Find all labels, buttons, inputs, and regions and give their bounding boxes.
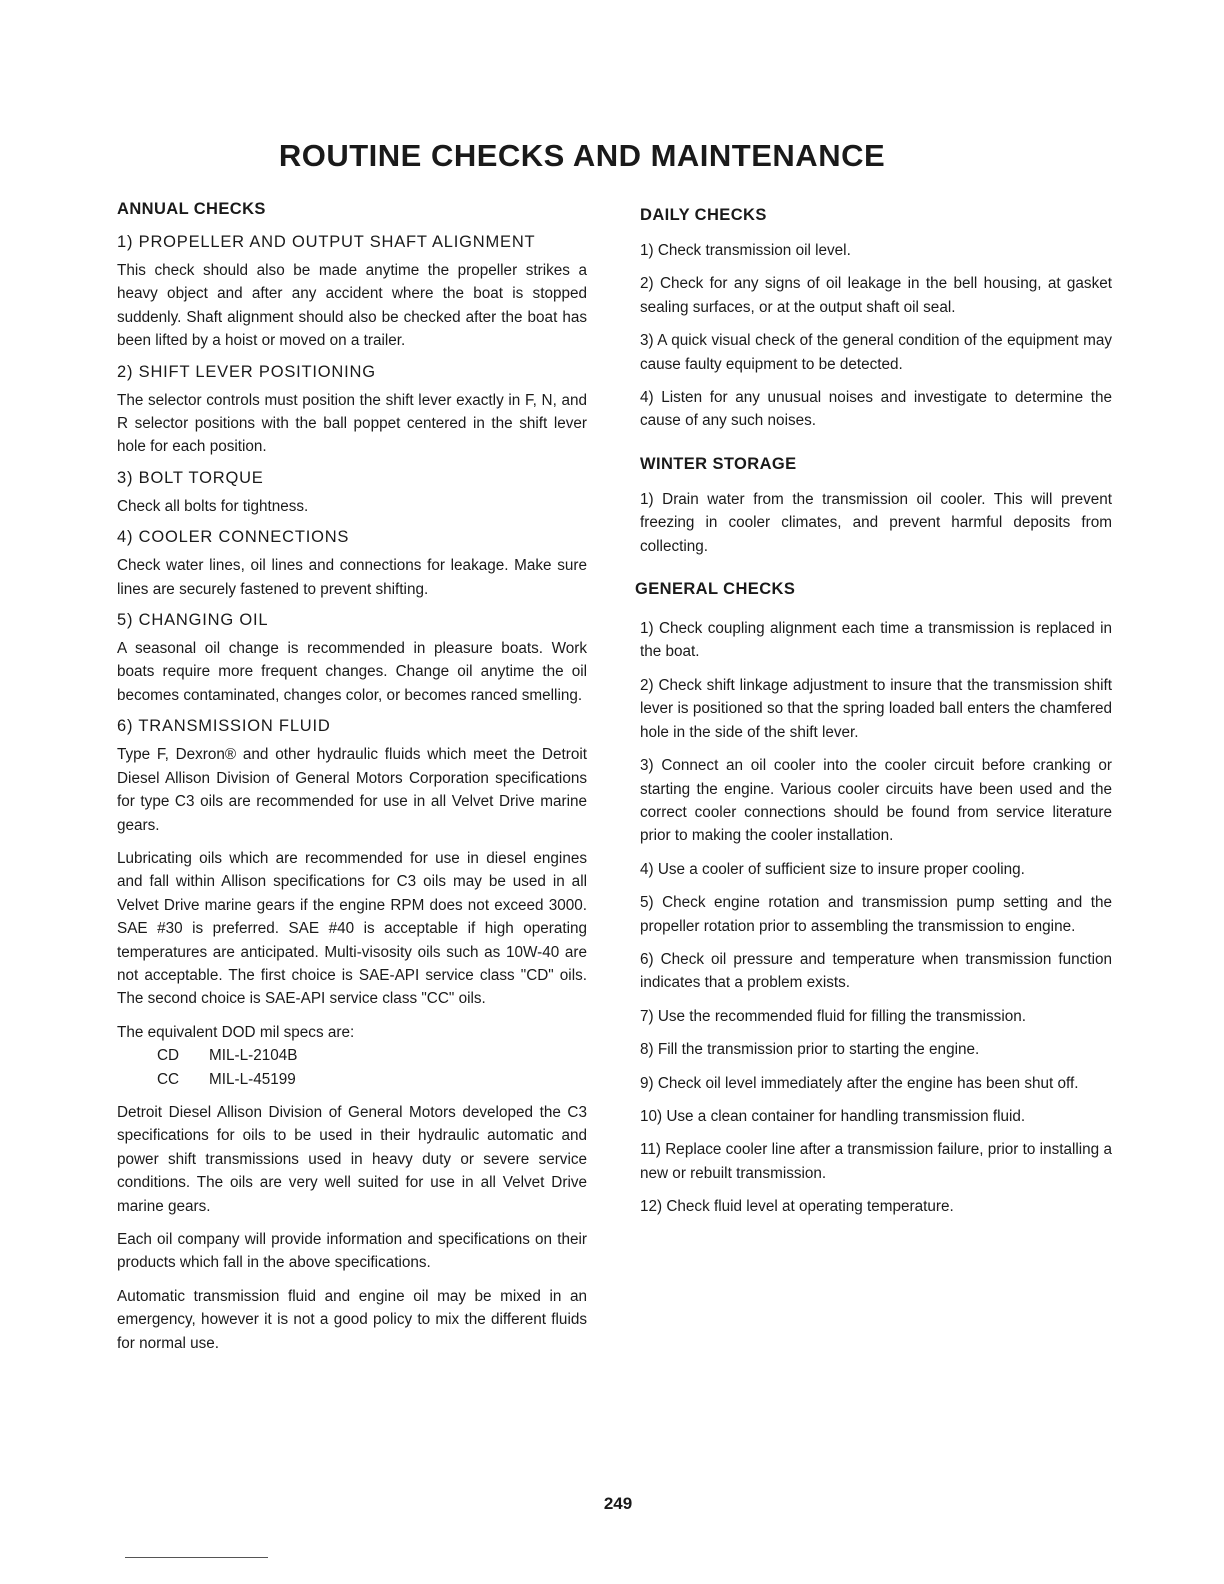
annual-checks-heading: ANNUAL CHECKS: [117, 200, 266, 218]
dod-spec-code: CD: [157, 1047, 180, 1065]
general-item: 5) Check engine rotation and transmission pump setting and the propeller rotation prior to assembling the transmission to engine.: [640, 894, 1112, 935]
general-item: 7) Use the recommended fluid for filling the transmission.: [640, 1007, 1026, 1025]
general-item: 8) Fill the transmission prior to starting the engine.: [640, 1041, 980, 1059]
dod-spec-value: MIL-L-45199: [209, 1070, 296, 1088]
left-column: [117, 200, 587, 1365]
annual-item-3-text: Check all bolts for tightness.: [117, 497, 309, 515]
daily-item: 4) Listen for any unusual noises and investigate to determine the cause of any such noises.: [640, 389, 1112, 430]
dod-spec-row: [117, 1068, 587, 1091]
scan-artifact-line: [125, 1557, 268, 1558]
general-item: 9) Check oil level immediately after the engine has been shut off.: [640, 1074, 1079, 1092]
general-item: 11) Replace cooler line after a transmission failure, prior to installing a new or rebuilt transmission.: [640, 1141, 1112, 1182]
page-title: ROUTINE CHECKS AND MAINTENANCE: [278, 138, 886, 173]
annual-item-1-text: This check should also be made anytime the propeller strikes a heavy object and after any accident where the boat is stopped suddenly. Shaft alignment should also be checked after the boat has been lifted by a hoist or moved on a trailer.: [117, 262, 587, 350]
transmission-fluid-para-2: Lubricating oils which are recommended for use in diesel engines and fall within Allison specifications for C3 oils may be used in all Velvet Drive marine gears if the engine RPM does not exceed 3000. SAE #30 is preferred. SAE #40 is acceptable if high operating temperatures are anticipated. Multi-visosity oils such as 10W-40 are not acceptable. The first choice is SAE-API service class "CD" oils. The second choice is SAE-API service class "CC" oils.: [117, 849, 587, 1008]
winter-storage-heading: WINTER STORAGE: [640, 454, 797, 473]
transmission-fluid-para-3: Detroit Diesel Allison Division of General Motors developed the C3 specifications for oils to be used in their hydraulic automatic and power shift transmissions used in heavy duty or severe service conditions. The oils are very well suited for use in all Velvet Drive marine gears.: [117, 1103, 587, 1215]
dod-spec-value: MIL-L-2104B: [209, 1047, 298, 1065]
daily-item: 3) A quick visual check of the general condition of the equipment may cause faulty equipment to be detected.: [640, 332, 1112, 373]
winter-item: 1) Drain water from the transmission oil cooler. This will prevent freezing in cooler climates, and prevent harmful deposits from collecting.: [640, 490, 1112, 555]
general-item: 3) Connect an oil cooler into the cooler circuit before cranking or starting the engine. Various cooler circuits have been used and the correct cooler connections should be found from service literature prior to making the cooler installation.: [640, 757, 1112, 845]
general-item: 10) Use a clean container for handling transmission fluid.: [640, 1107, 1026, 1125]
dod-specs-intro: The equivalent DOD mil specs are:: [117, 1023, 355, 1041]
general-item: 12) Check fluid level at operating temperature.: [640, 1198, 954, 1216]
annual-item-5-text: A seasonal oil change is recommended in pleasure boats. Work boats require more frequent changes. Change oil anytime the oil becomes contaminated, changes color, or becomes ranced smelling.: [117, 640, 587, 704]
transmission-fluid-para-5: Automatic transmission fluid and engine oil may be mixed in an emergency, however it is not a good policy to mix the different fluids for normal use.: [117, 1287, 587, 1352]
transmission-fluid-para-4: Each oil company will provide information and specifications on their products which fall in the above specifications.: [117, 1231, 587, 1272]
general-item: 1) Check coupling alignment each time a transmission is replaced in the boat.: [640, 620, 1112, 661]
annual-item-4-heading: 4) COOLER CONNECTIONS: [117, 528, 350, 547]
general-item: 6) Check oil pressure and temperature when transmission function indicates that a problem exists.: [640, 950, 1112, 992]
general-item: 2) Check shift linkage adjustment to insure that the transmission shift lever is positioned so that the spring loaded ball enters the chamfered hole in the side of the shift lever.: [640, 676, 1112, 741]
transmission-fluid-para-1: Type F, Dexron® and other hydraulic fluids which meet the Detroit Diesel Allison Division of General Motors Corporation specifications for type C3 oils are recommended for use in all Velvet Drive marine gears.: [117, 746, 587, 834]
annual-item-4-text: Check water lines, oil lines and connections for leakage. Make sure lines are securely fastened to prevent shifting.: [117, 557, 587, 598]
daily-checks-heading: DAILY CHECKS: [640, 206, 767, 224]
daily-item: 2) Check for any signs of oil leakage in the bell housing, at gasket sealing surfaces, or at the output shaft oil seal.: [640, 275, 1112, 316]
annual-item-2-heading: 2) SHIFT LEVER POSITIONING: [117, 362, 376, 381]
annual-item-2-text: The selector controls must position the shift lever exactly in F, N, and R selector positions with the ball poppet centered in the shift lever hole for each position.: [117, 391, 587, 456]
dod-spec-code: CC: [157, 1070, 180, 1088]
transmission-fluid-heading: 6) TRANSMISSION FLUID: [117, 717, 331, 736]
annual-item-3-heading: 3) BOLT TORQUE: [117, 468, 264, 487]
page-number: 249: [603, 1494, 633, 1513]
daily-item: 1) Check transmission oil level.: [640, 242, 851, 259]
general-checks-heading: GENERAL CHECKS: [635, 580, 796, 599]
general-item: 4) Use a cooler of sufficient size to insure proper cooling.: [640, 860, 1025, 878]
right-column: [635, 200, 1112, 1229]
dod-spec-row: [117, 1044, 587, 1067]
annual-item-5-heading: 5) CHANGING OIL: [117, 611, 269, 630]
annual-item-1-heading: 1) PROPELLER AND OUTPUT SHAFT ALIGNMENT: [117, 233, 536, 251]
